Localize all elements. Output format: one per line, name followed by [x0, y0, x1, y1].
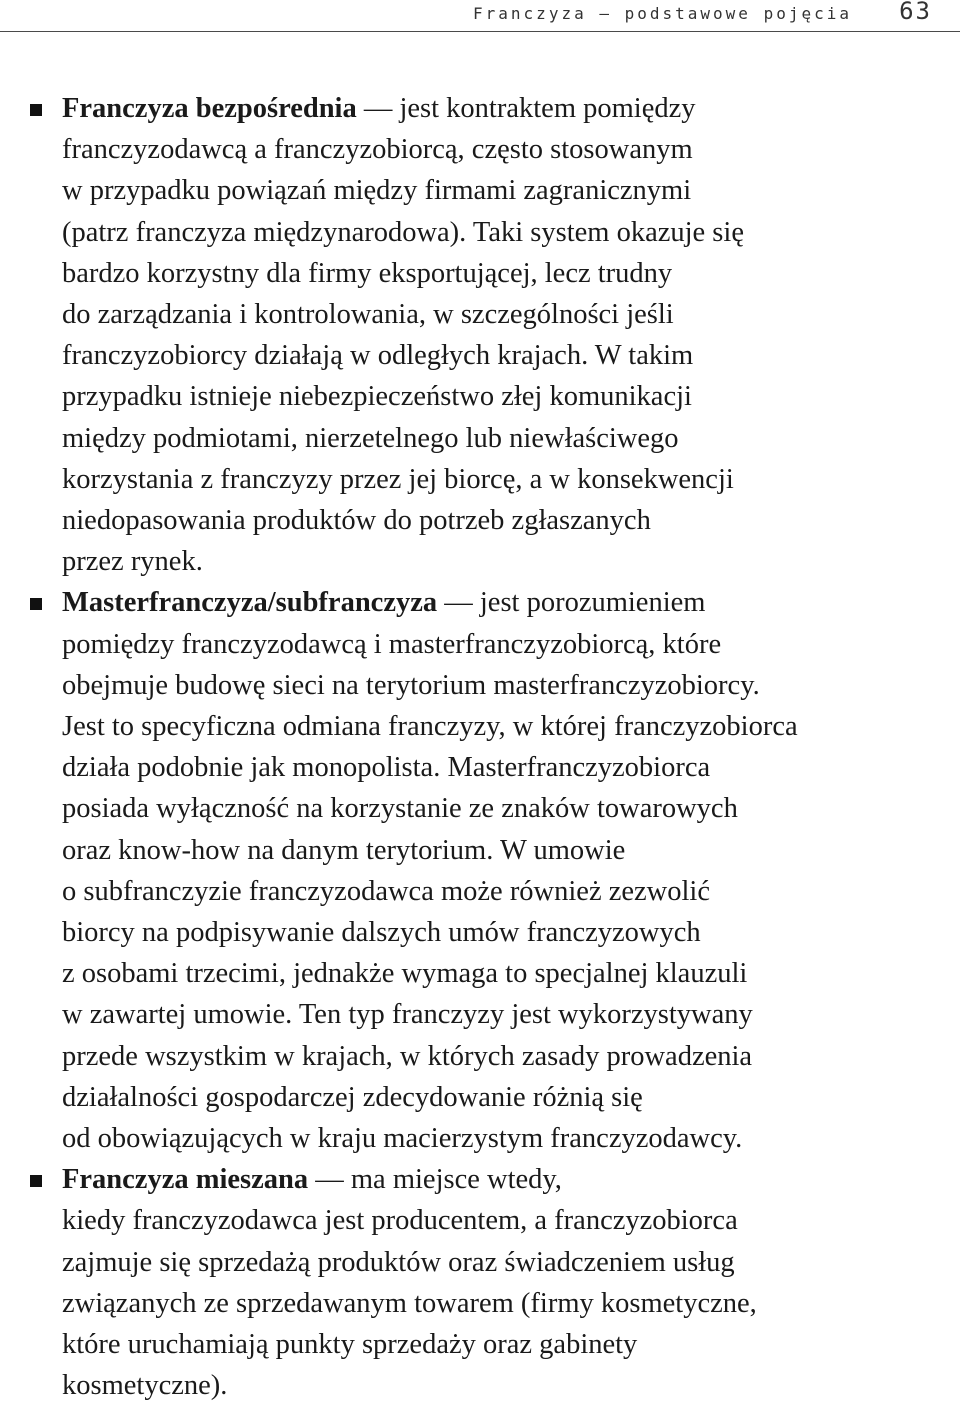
entry-text-line: niedopasowania produktów do potrzeb zgłaszanych [62, 505, 651, 537]
entry-text-line: kiedy franczyzodawca jest producentem, a franczyzobiorca [62, 1205, 738, 1237]
page-number: 63 [899, 0, 932, 25]
entry-text-line: bardzo korzystny dla firmy eksportującej, lecz trudny [62, 257, 673, 289]
entry-term: Masterfranczyza/subfranczyza [62, 587, 438, 619]
entry-text-line: przez rynek. [62, 546, 203, 578]
entry-text-line: działalności gospodarczej zdecydowanie różnią się [62, 1081, 643, 1113]
square-bullet-icon [30, 1175, 42, 1187]
entry-text-line: działa podobnie jak monopolista. Masterfranczyzobiorca [62, 752, 711, 784]
running-header [0, 0, 960, 32]
entry-text-line: które uruchamiają punkty sprzedaży oraz gabinety [62, 1329, 638, 1361]
entry-term: Franczyza mieszana [62, 1164, 309, 1196]
entry-text-line: franczyzobiorcy działają w odległych krajach. W takim [62, 340, 694, 372]
entry-text-line: (patrz franczyza międzynarodowa). Taki system okazuje się [62, 216, 744, 248]
entry-text-line: Jest to specyficzna odmiana franczyzy, w której franczyzobiorca [62, 711, 798, 743]
chapter-title: Franczyza — podstawowe pojęcia [473, 4, 852, 23]
entry-text-line: w zawartej umowie. Ten typ franczyzy jest wykorzystywany [62, 999, 753, 1031]
entry-text-line: zajmuje się sprzedażą produktów oraz świadczeniem usług [62, 1246, 735, 1278]
square-bullet-icon [30, 104, 42, 116]
entry-text-line: — ma miejsce wtedy, [308, 1164, 562, 1196]
entry-term: Franczyza bezpośrednia [62, 93, 357, 124]
entry-text-line: kosmetyczne). [62, 1370, 228, 1402]
entry-text-line: obejmuje budowę sieci na terytorium masterfranczyzobiorcy. [62, 669, 760, 701]
glossary-list [62, 88, 934, 1407]
entry-text-line: posiada wyłączność na korzystanie ze znaków towarowych [62, 793, 738, 825]
entry-text-line: między podmiotami, nierzetelnego lub niewłaściwego [62, 422, 679, 454]
entry-text-line: biorcy na podpisywanie dalszych umów franczyzowych [62, 917, 701, 949]
entry-text-line: z osobami trzecimi, jednakże wymaga to specjalnej klauzuli [62, 958, 748, 990]
glossary-entry-franczyza-mieszana [62, 1159, 934, 1406]
entry-text-line: przede wszystkim w krajach, w których zasady prowadzenia [62, 1040, 753, 1072]
entry-text-line: — jest porozumieniem [437, 587, 706, 619]
entry-text-line: przypadku istnieje niebezpieczeństwo złej komunikacji [62, 381, 692, 413]
entry-first-line [62, 88, 934, 129]
entry-text-line: związanych ze sprzedawanym towarem (firmy kosmetyczne, [62, 1287, 757, 1319]
glossary-entry-franczyza-bezposrednia [62, 88, 934, 582]
entry-text-line: korzystania z franczyzy przez jej biorcę, a w konsekwencji [62, 463, 734, 495]
square-bullet-icon [30, 598, 42, 610]
entry-text-line: oraz know-how na danym terytorium. W umowie [62, 834, 626, 866]
entry-text-line: franczyzodawcą a franczyzobiorcą, często stosowanym [62, 134, 693, 166]
entry-text-line: — jest kontraktem pomiędzy [356, 93, 696, 124]
entry-text-line: pomiędzy franczyzodawcą i masterfranczyzobiorcą, które [62, 628, 722, 660]
entry-first-line [62, 1159, 934, 1200]
entry-first-line [62, 582, 934, 623]
entry-text-line: w przypadku powiązań między firmami zagranicznymi [62, 175, 692, 207]
entry-text-line: od obowiązujących w kraju macierzystym franczyzodawcy. [62, 1123, 743, 1155]
entry-text-line: o subfranczyzie franczyzodawca może również zezwolić [62, 875, 710, 907]
entry-text-line: do zarządzania i kontrolowania, w szczególności jeśli [62, 299, 674, 331]
glossary-entry-masterfranczyza [62, 582, 934, 1159]
